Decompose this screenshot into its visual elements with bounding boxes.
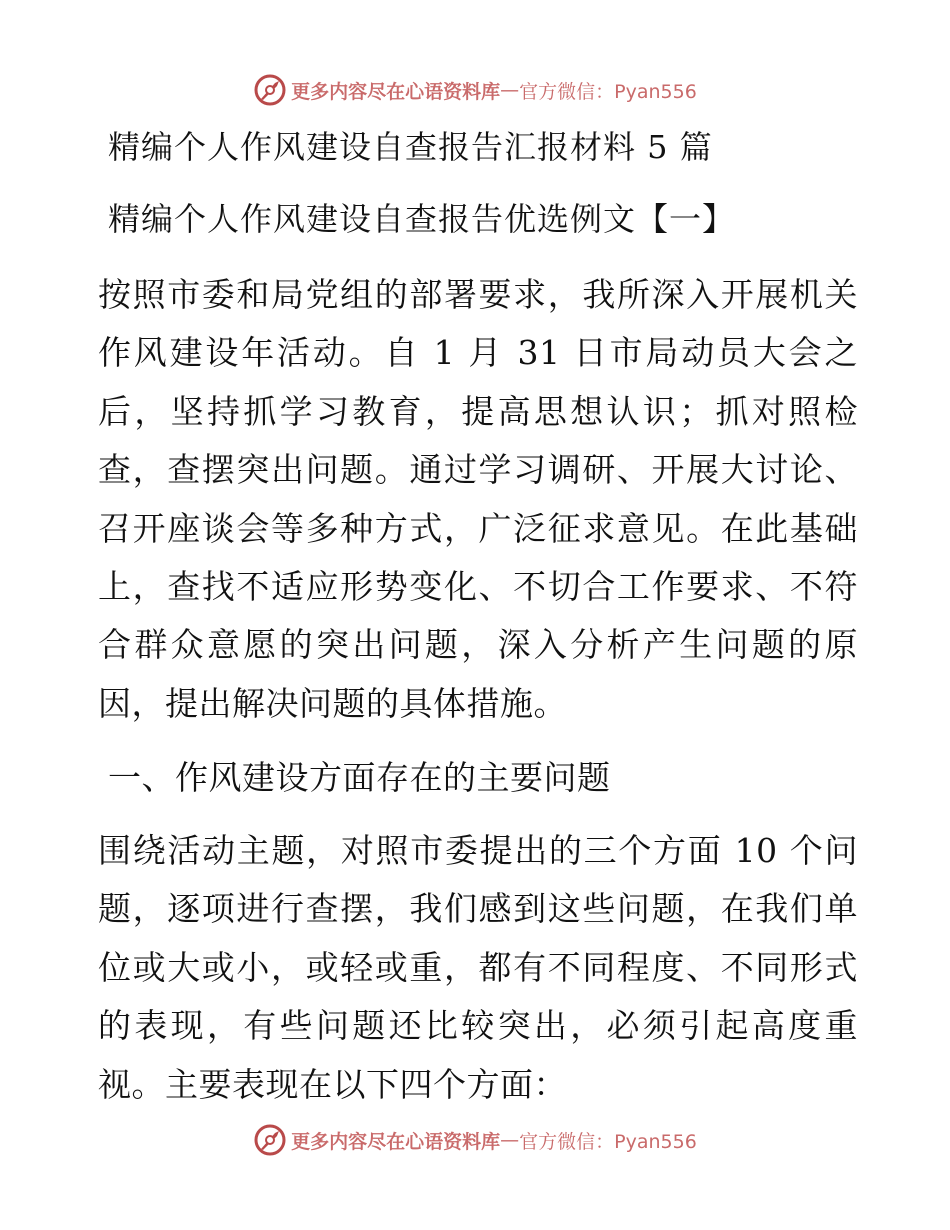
quill-logo-icon: [253, 1123, 287, 1157]
quill-logo-icon: [253, 73, 287, 107]
header-banner: [0, 70, 950, 110]
banner-wechat-text: 官方微信：Pyan556: [519, 80, 697, 103]
banner-dash: —: [500, 1129, 520, 1151]
section-heading: 一、作风建设方面存在的主要问题: [108, 758, 611, 797]
banner-promo-text: 更多内容尽在心语资料库: [291, 80, 501, 103]
document-title: 精编个人作风建设自查报告汇报材料 5 篇: [108, 128, 713, 166]
paragraph-intro: 按照市委和局党组的部署要求，我所深入开展机关作风建设年活动。自 1 月 31 日市局动员大会之后，坚持抓学习教育，提高思想认识；抓对照检查，查摆突出问题。通过学习调研、开展大讨论、召开座谈会等多种方式，广泛征求意见。在此基础上，查找不适应形势变化、不切合工作要求、不符合群众意愿的突出问题，深入分析产生问题的原因，提出解决问题的具体措施。: [98, 275, 858, 723]
paragraph-problems: 围绕活动主题，对照市委提出的三个方面 10 个问题，逐项进行查摆，我们感到这些问题，在我们单位或大或小，或轻或重，都有不同程度、不同形式的表现，有些问题还比较突出，必须引起高度重视。主要表现在以下四个方面：: [98, 831, 858, 1104]
banner-promo-text: 更多内容尽在心语资料库: [291, 1130, 501, 1153]
banner-wechat-text: 官方微信：Pyan556: [519, 1130, 697, 1153]
banner-dash: —: [500, 79, 520, 101]
document-subtitle: 精编个人作风建设自查报告优选例文【一】: [108, 200, 736, 238]
footer-banner: [0, 1120, 950, 1160]
